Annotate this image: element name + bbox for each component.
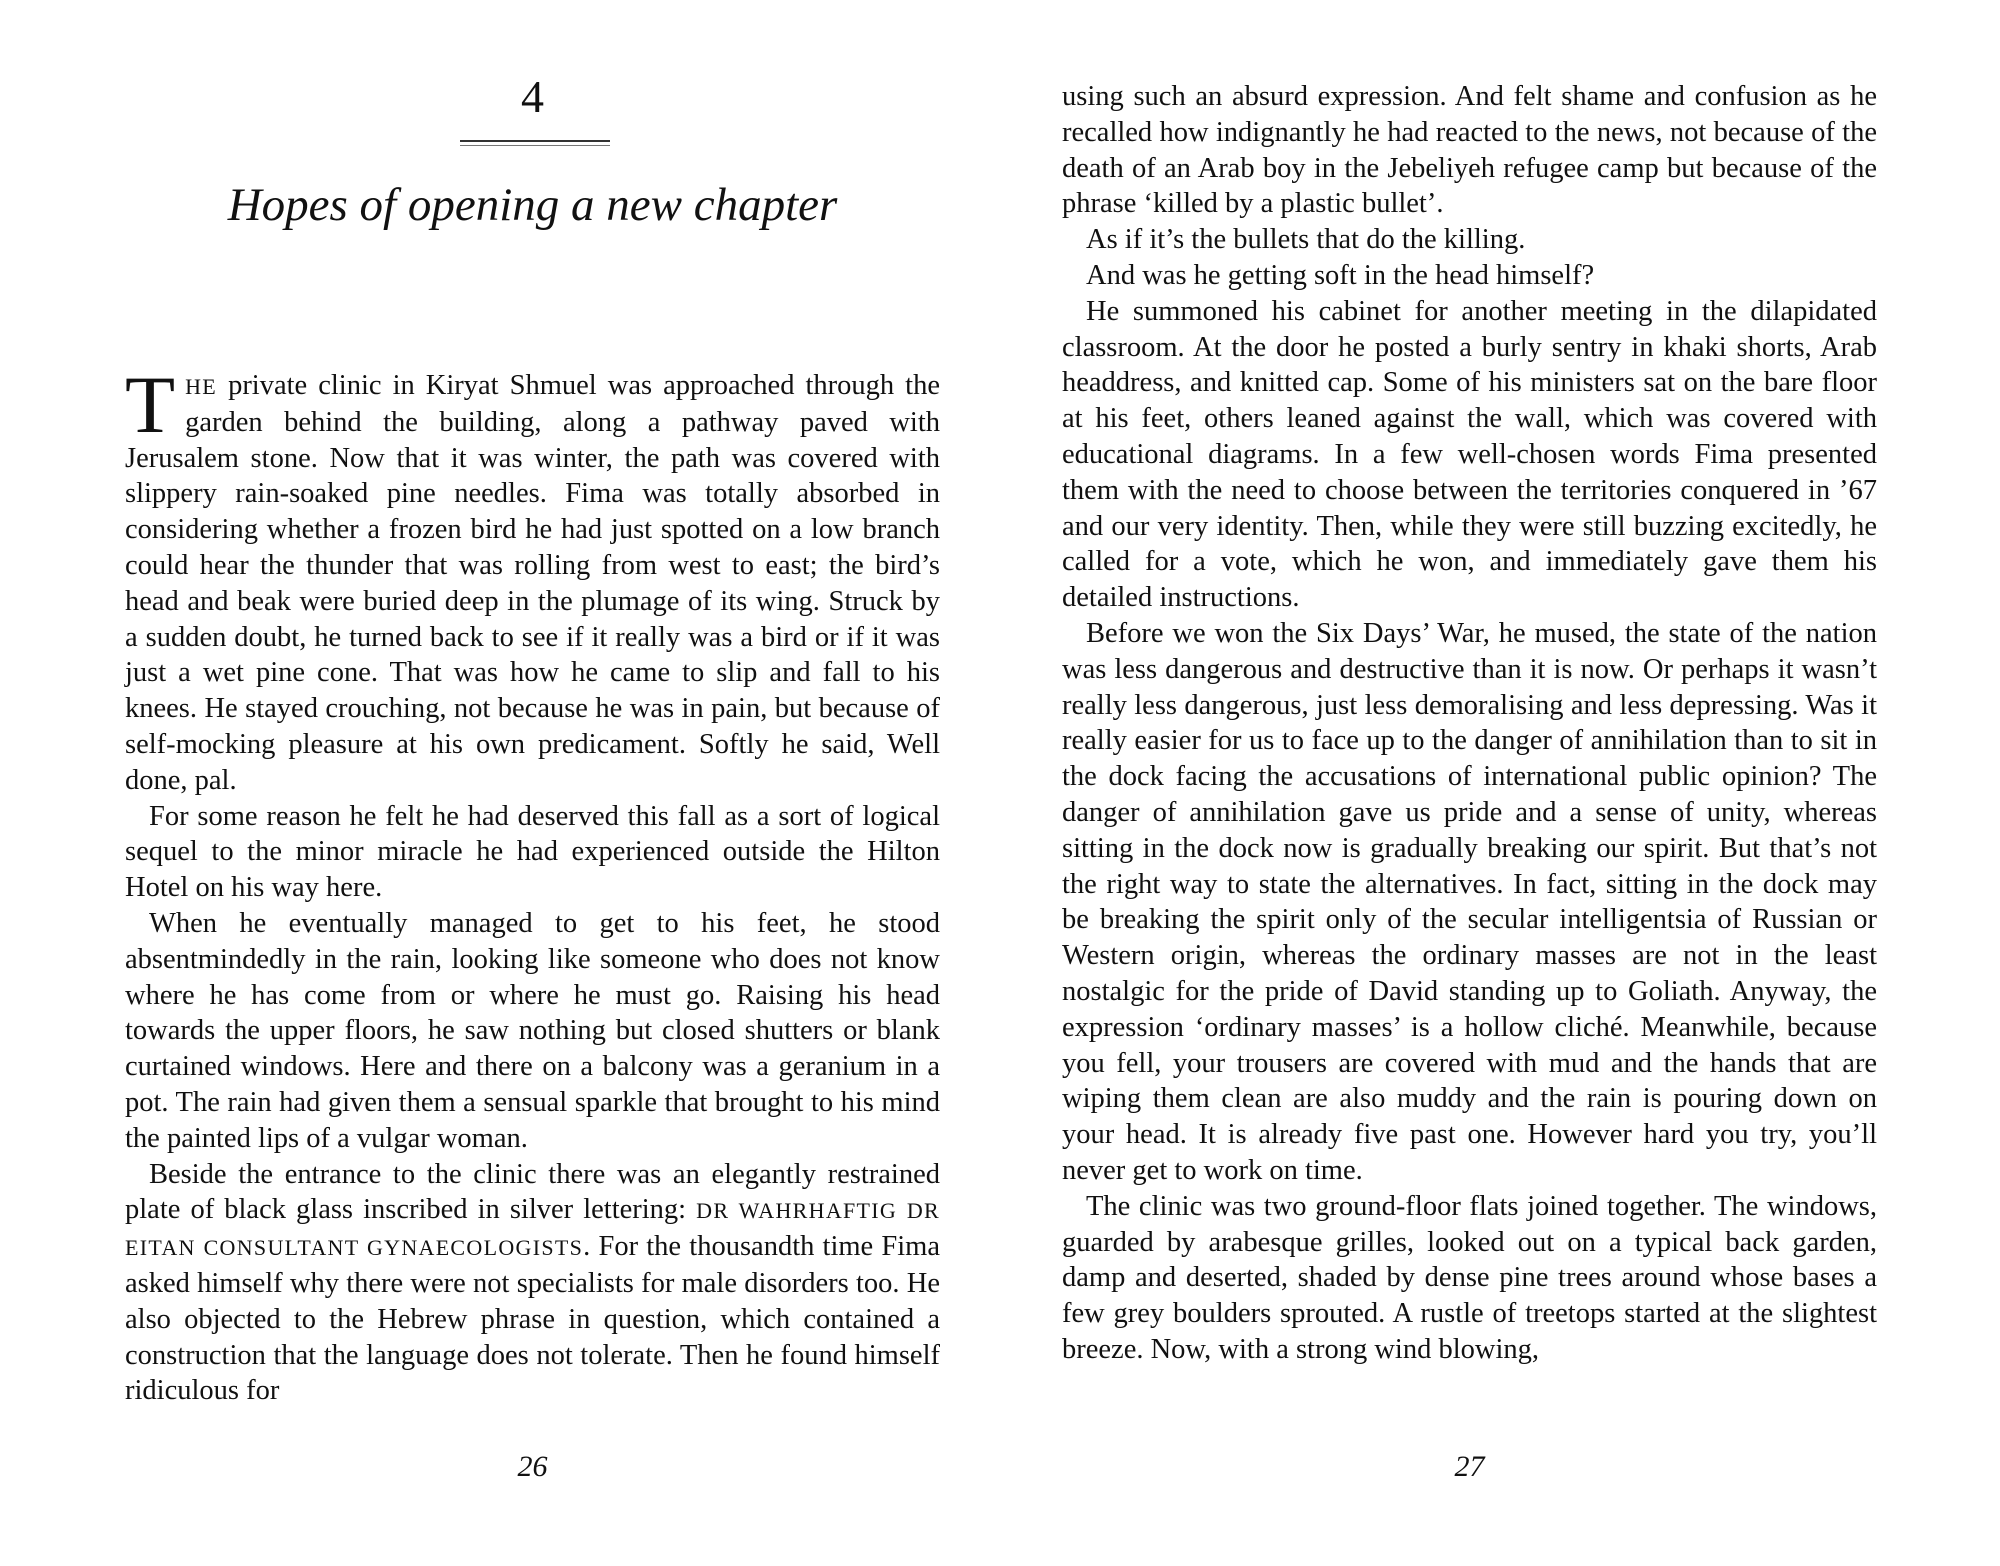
drop-cap: T xyxy=(125,359,176,450)
right-page-text xyxy=(1062,79,1877,1368)
paragraph: For some reason he felt he had deserved this fall as a sort of logical sequel to the minor miracle he had experienced outside the Hilton Hotel on his way here. xyxy=(125,800,940,904)
paragraph: As if it’s the bullets that do the killing. xyxy=(1086,224,1526,256)
opening-paragraph-text: private clinic in Kiryat Shmuel was approached through the garden behind the building, along a pathway paved with Jerusalem stone. Now that it was winter, the path was covered with slippery rain-soaked pine needles. Fima was totally absorbed in considering whether a frozen bird he had just spotted on a low branch could hear the thunder that was rolling from west to east; the bird’s head and beak were buried deep in the plumage of its wing. Struck by a sudden doubt, he turned back to see if it really was a bird or if it was just a wet pine cone. That was how he came to slip and fall to his knees. He stayed crouching, not because he was in pain, but because of self-mocking pleasure at his own predicament. Softly he said, Well done, pal. xyxy=(125,370,940,796)
paragraph: Before we won the Six Days’ War, he mused, the state of the nation was less dangerous and destructive than it is now. Or perhaps it wasn’t really less dangerous, just less demoralising and less depressing. Was it really easier for us to face up to the danger of annihilation than to sit in the dock facing the accusations of international public opinion? The danger of annihilation gave us pride and a sense of unity, whereas sitting in the dock now is gradually breaking our spirit. But that’s not the right way to state the alternatives. In fact, sitting in the dock may be breaking the spirit only of the secular intelligentsia of Russian or Western origin, whereas the ordinary masses are not in the least nostalgic for the pride of David standing up to Goliath. Anyway, the expression ‘ordinary masses’ is a hollow cliché. Meanwhile, because you fell, your trousers are covered with mud and the hands that are wiping them clean are also muddy and the rain is pouring down on your head. It is already five past one. However hard you try, you’ll never get to work on time. xyxy=(1062,617,1877,1186)
chapter-divider-rule xyxy=(460,140,610,142)
page-number-left: 26 xyxy=(517,1450,548,1483)
paragraph-continued: using such an absurd expression. And felt shame and confusion as he recalled how indignantly he had reacted to the news, not because of the death of an Arab boy in the Jebeliyeh refugee camp but because of the phrase ‘killed by a plastic bullet’. xyxy=(1062,81,1877,220)
opening-paragraph xyxy=(125,359,940,799)
paragraph: He summoned his cabinet for another meeting in the dilapidated classroom. At the door he posted a burly sentry in khaki shorts, Arab headdress, and knitted cap. Some of his ministers sat on the bare floor at his feet, others leaned against the wall, which was covered with educational diagrams. In a few well-chosen words Fima presented them with the need to choose between the territories conquered in ’67 and our very identity. Then, while they were still buzzing excitedly, he called for a vote, which he won, and immediately gave them his detailed instructions. xyxy=(1062,295,1877,614)
paragraph: The clinic was two ground-floor flats joined together. The windows, guarded by arabesque grilles, looked out on a typical back garden, damp and deserted, shaded by dense pine trees around whose bases a few grey boulders sprouted. A rustle of treetops started at the slightest breeze. Now, with a strong wind blowing, xyxy=(1062,1190,1877,1365)
paragraph-text: Beside the entrance to the clinic there was an elegantly restrained plate of black glass inscribed in silver lettering: xyxy=(125,1158,940,1226)
paragraph-with-plate xyxy=(125,1157,940,1410)
chapter-number: 4 xyxy=(521,71,544,122)
left-page-text xyxy=(125,359,940,1409)
chapter-title: Hopes of opening a new chapter xyxy=(227,179,838,231)
right-page xyxy=(1062,0,1877,1566)
paragraph: And was he getting soft in the head himself? xyxy=(1086,259,1595,291)
paragraph-text: . For the thousandth time Fima asked himself why there were not specialists for male disorders too. He also objected to the Hebrew phrase in question, which contained a construction that the language does not tolerate. Then he found himself ridiculous for xyxy=(125,1231,940,1407)
paragraph: When he eventually managed to get to his feet, he stood absentmindedly in the rain, looking like someone who does not know where he has come from or where he must go. Raising his head towards the upper floors, he saw nothing but closed shutters or blank curtained windows. Here and there on a balcony was a geranium in a pot. The rain had given them a sensual sparkle that brought to his mind the painted lips of a vulgar woman. xyxy=(125,907,940,1154)
page-number-right: 27 xyxy=(1454,1450,1485,1483)
clinic-plate-text: DR WAHRHAFTIG DR EITAN CONSULTANT GYNAECOLOGISTS xyxy=(125,1198,940,1261)
left-page xyxy=(125,0,940,1566)
opening-small-caps: HE xyxy=(185,374,218,399)
